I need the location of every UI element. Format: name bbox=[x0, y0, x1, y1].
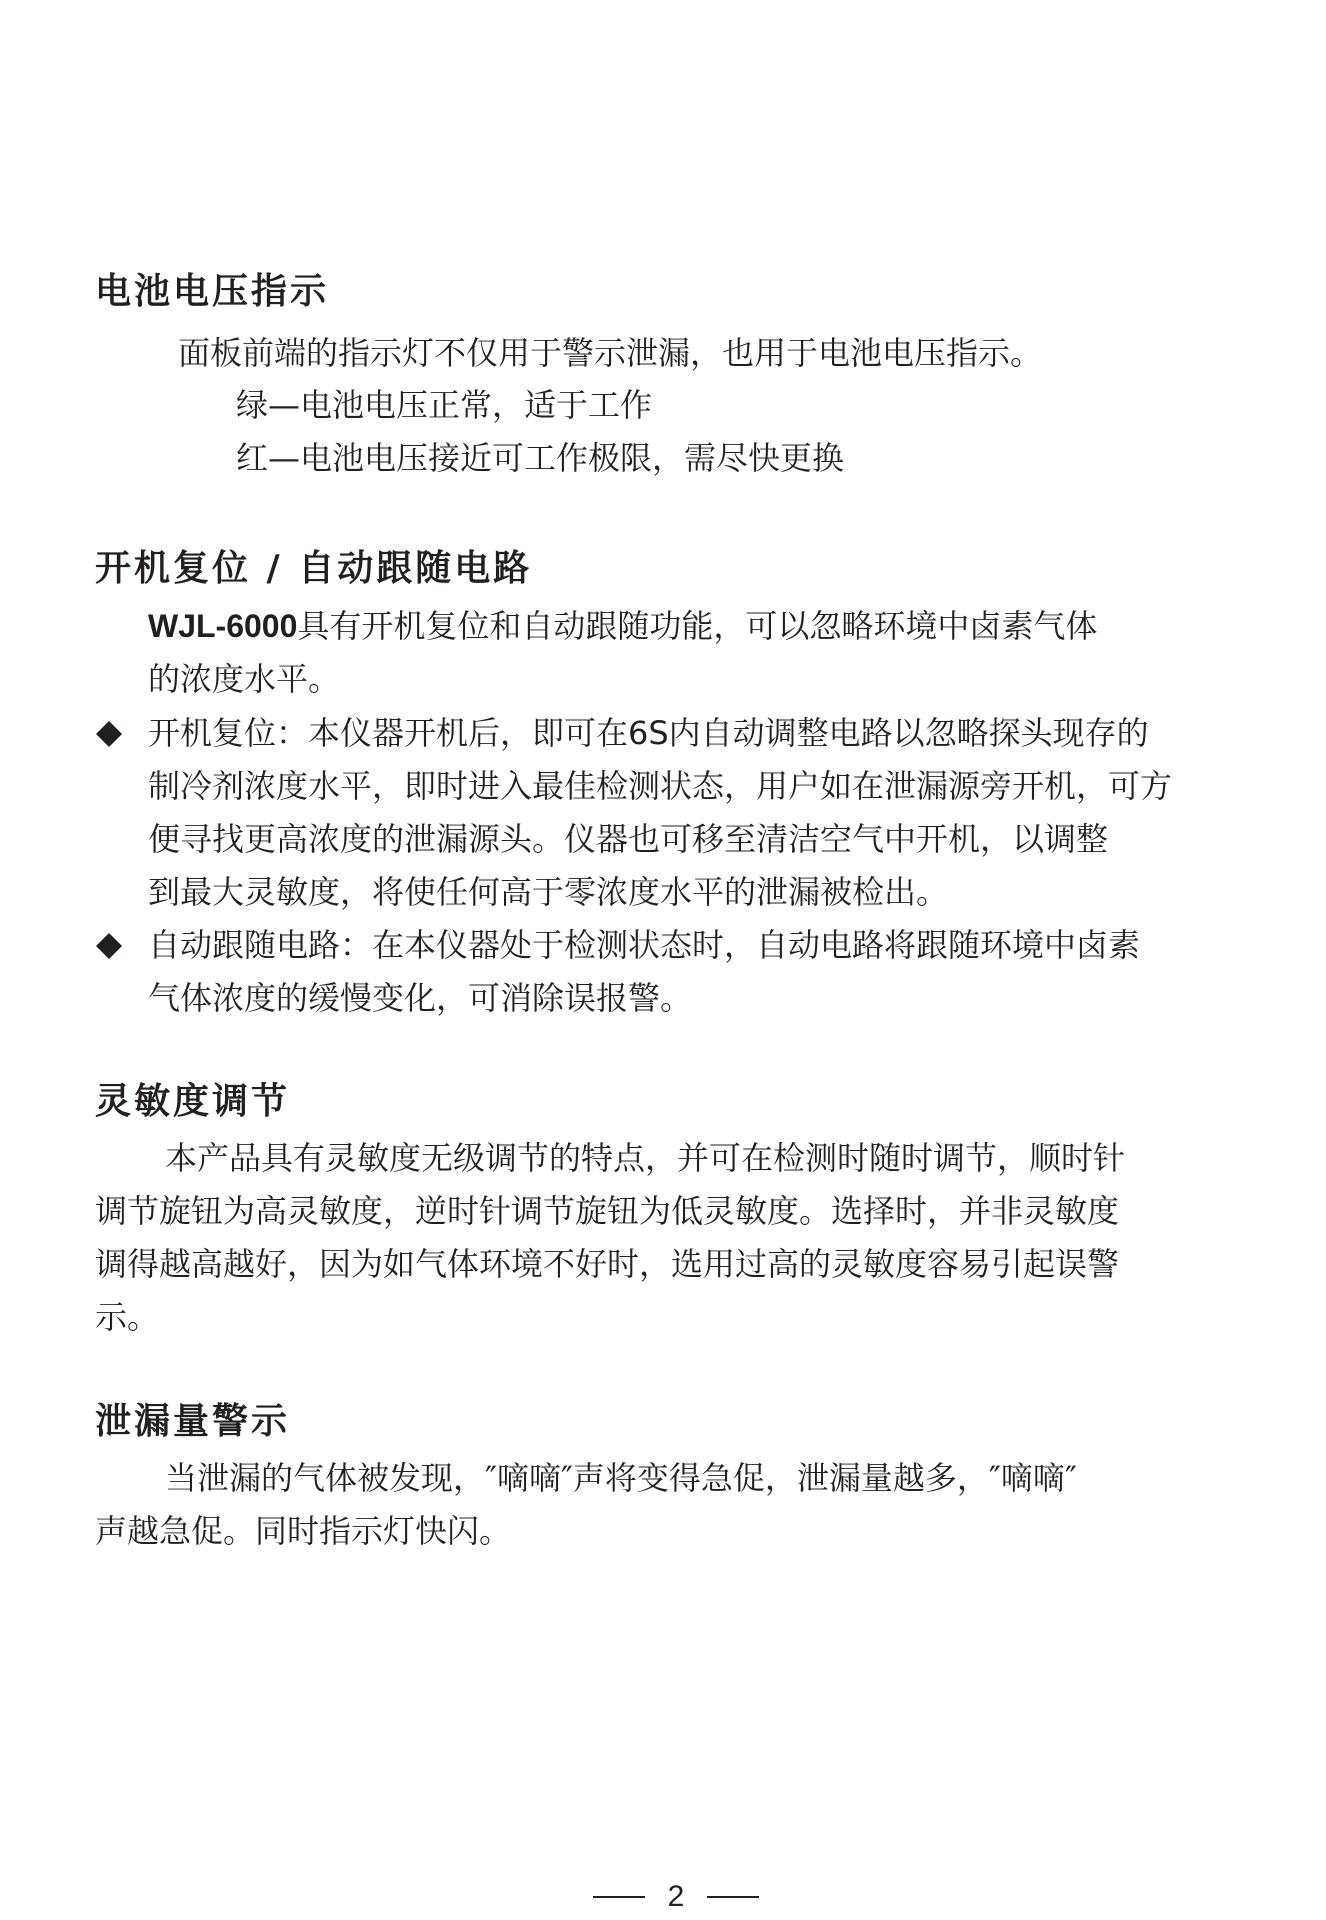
reset-bullet-line: 制冷剂浓度水平，即时进入最佳检测状态，用户如在泄漏源旁开机，可方 bbox=[148, 767, 1173, 805]
section-heading-leak-alarm: 泄漏量警示 bbox=[95, 1401, 291, 1442]
footer-rule-right bbox=[707, 1896, 759, 1898]
section-heading-sensitivity: 灵敏度调节 bbox=[95, 1081, 291, 1122]
model-number: WJL-6000 bbox=[148, 608, 298, 644]
leak-alarm-paragraph-line: 声越急促。同时指示灯快闪。 bbox=[95, 1512, 512, 1550]
footer-rule-left bbox=[593, 1896, 645, 1898]
sensitivity-paragraph-line: 调得越高越好，因为如气体环境不好时，选用过高的灵敏度容易引起误警 bbox=[95, 1245, 1120, 1283]
page-number: 2 bbox=[667, 1880, 685, 1913]
reset-bullet-line: 开机复位：本仪器开机后，即可在6S内自动调整电路以忽略探头现存的 bbox=[148, 714, 1149, 752]
reset-bullet-line: 到最大灵敏度，将使任何高于零浓度水平的泄漏被检出。 bbox=[148, 873, 949, 911]
leak-alarm-paragraph-line: 当泄漏的气体被发现，″嘀嘀″声将变得急促，泄漏量越多，″嘀嘀″ bbox=[165, 1459, 1077, 1497]
battery-green-indicator-line: 绿—电池电压正常，适于工作 bbox=[236, 386, 653, 424]
section-heading-power-on-reset: 开机复位 / 自动跟随电路 bbox=[95, 548, 533, 589]
section-heading-battery-voltage: 电池电压指示 bbox=[95, 271, 330, 312]
auto-follow-bullet-line: 气体浓度的缓慢变化，可消除误报警。 bbox=[148, 979, 693, 1017]
sensitivity-paragraph-line: 示。 bbox=[95, 1298, 160, 1336]
battery-paragraph-line: 面板前端的指示灯不仅用于警示泄漏，也用于电池电压指示。 bbox=[178, 334, 1043, 372]
reset-intro-text: 具有开机复位和自动跟随功能，可以忽略环境中卤素气体 bbox=[297, 607, 1098, 645]
page-footer bbox=[593, 1877, 759, 1917]
black-diamond-icon bbox=[95, 720, 123, 748]
auto-follow-bullet-line: 自动跟随电路：在本仪器处于检测状态时，自动电路将跟随环境中卤素 bbox=[148, 926, 1141, 964]
reset-intro-line-2: 的浓度水平。 bbox=[148, 660, 341, 698]
sensitivity-paragraph-line: 调节旋钮为高灵敏度，逆时针调节旋钮为低灵敏度。选择时，并非灵敏度 bbox=[95, 1192, 1120, 1230]
sensitivity-paragraph-line: 本产品具有灵敏度无级调节的特点，并可在检测时随时调节，顺时针 bbox=[165, 1139, 1126, 1177]
reset-bullet-line: 便寻找更高浓度的泄漏源头。仪器也可移至清洁空气中开机，以调整 bbox=[148, 820, 1109, 858]
black-diamond-icon bbox=[95, 932, 123, 960]
battery-red-indicator-line: 红—电池电压接近可工作极限，需尽快更换 bbox=[236, 439, 845, 477]
reset-intro-line bbox=[148, 606, 1097, 646]
